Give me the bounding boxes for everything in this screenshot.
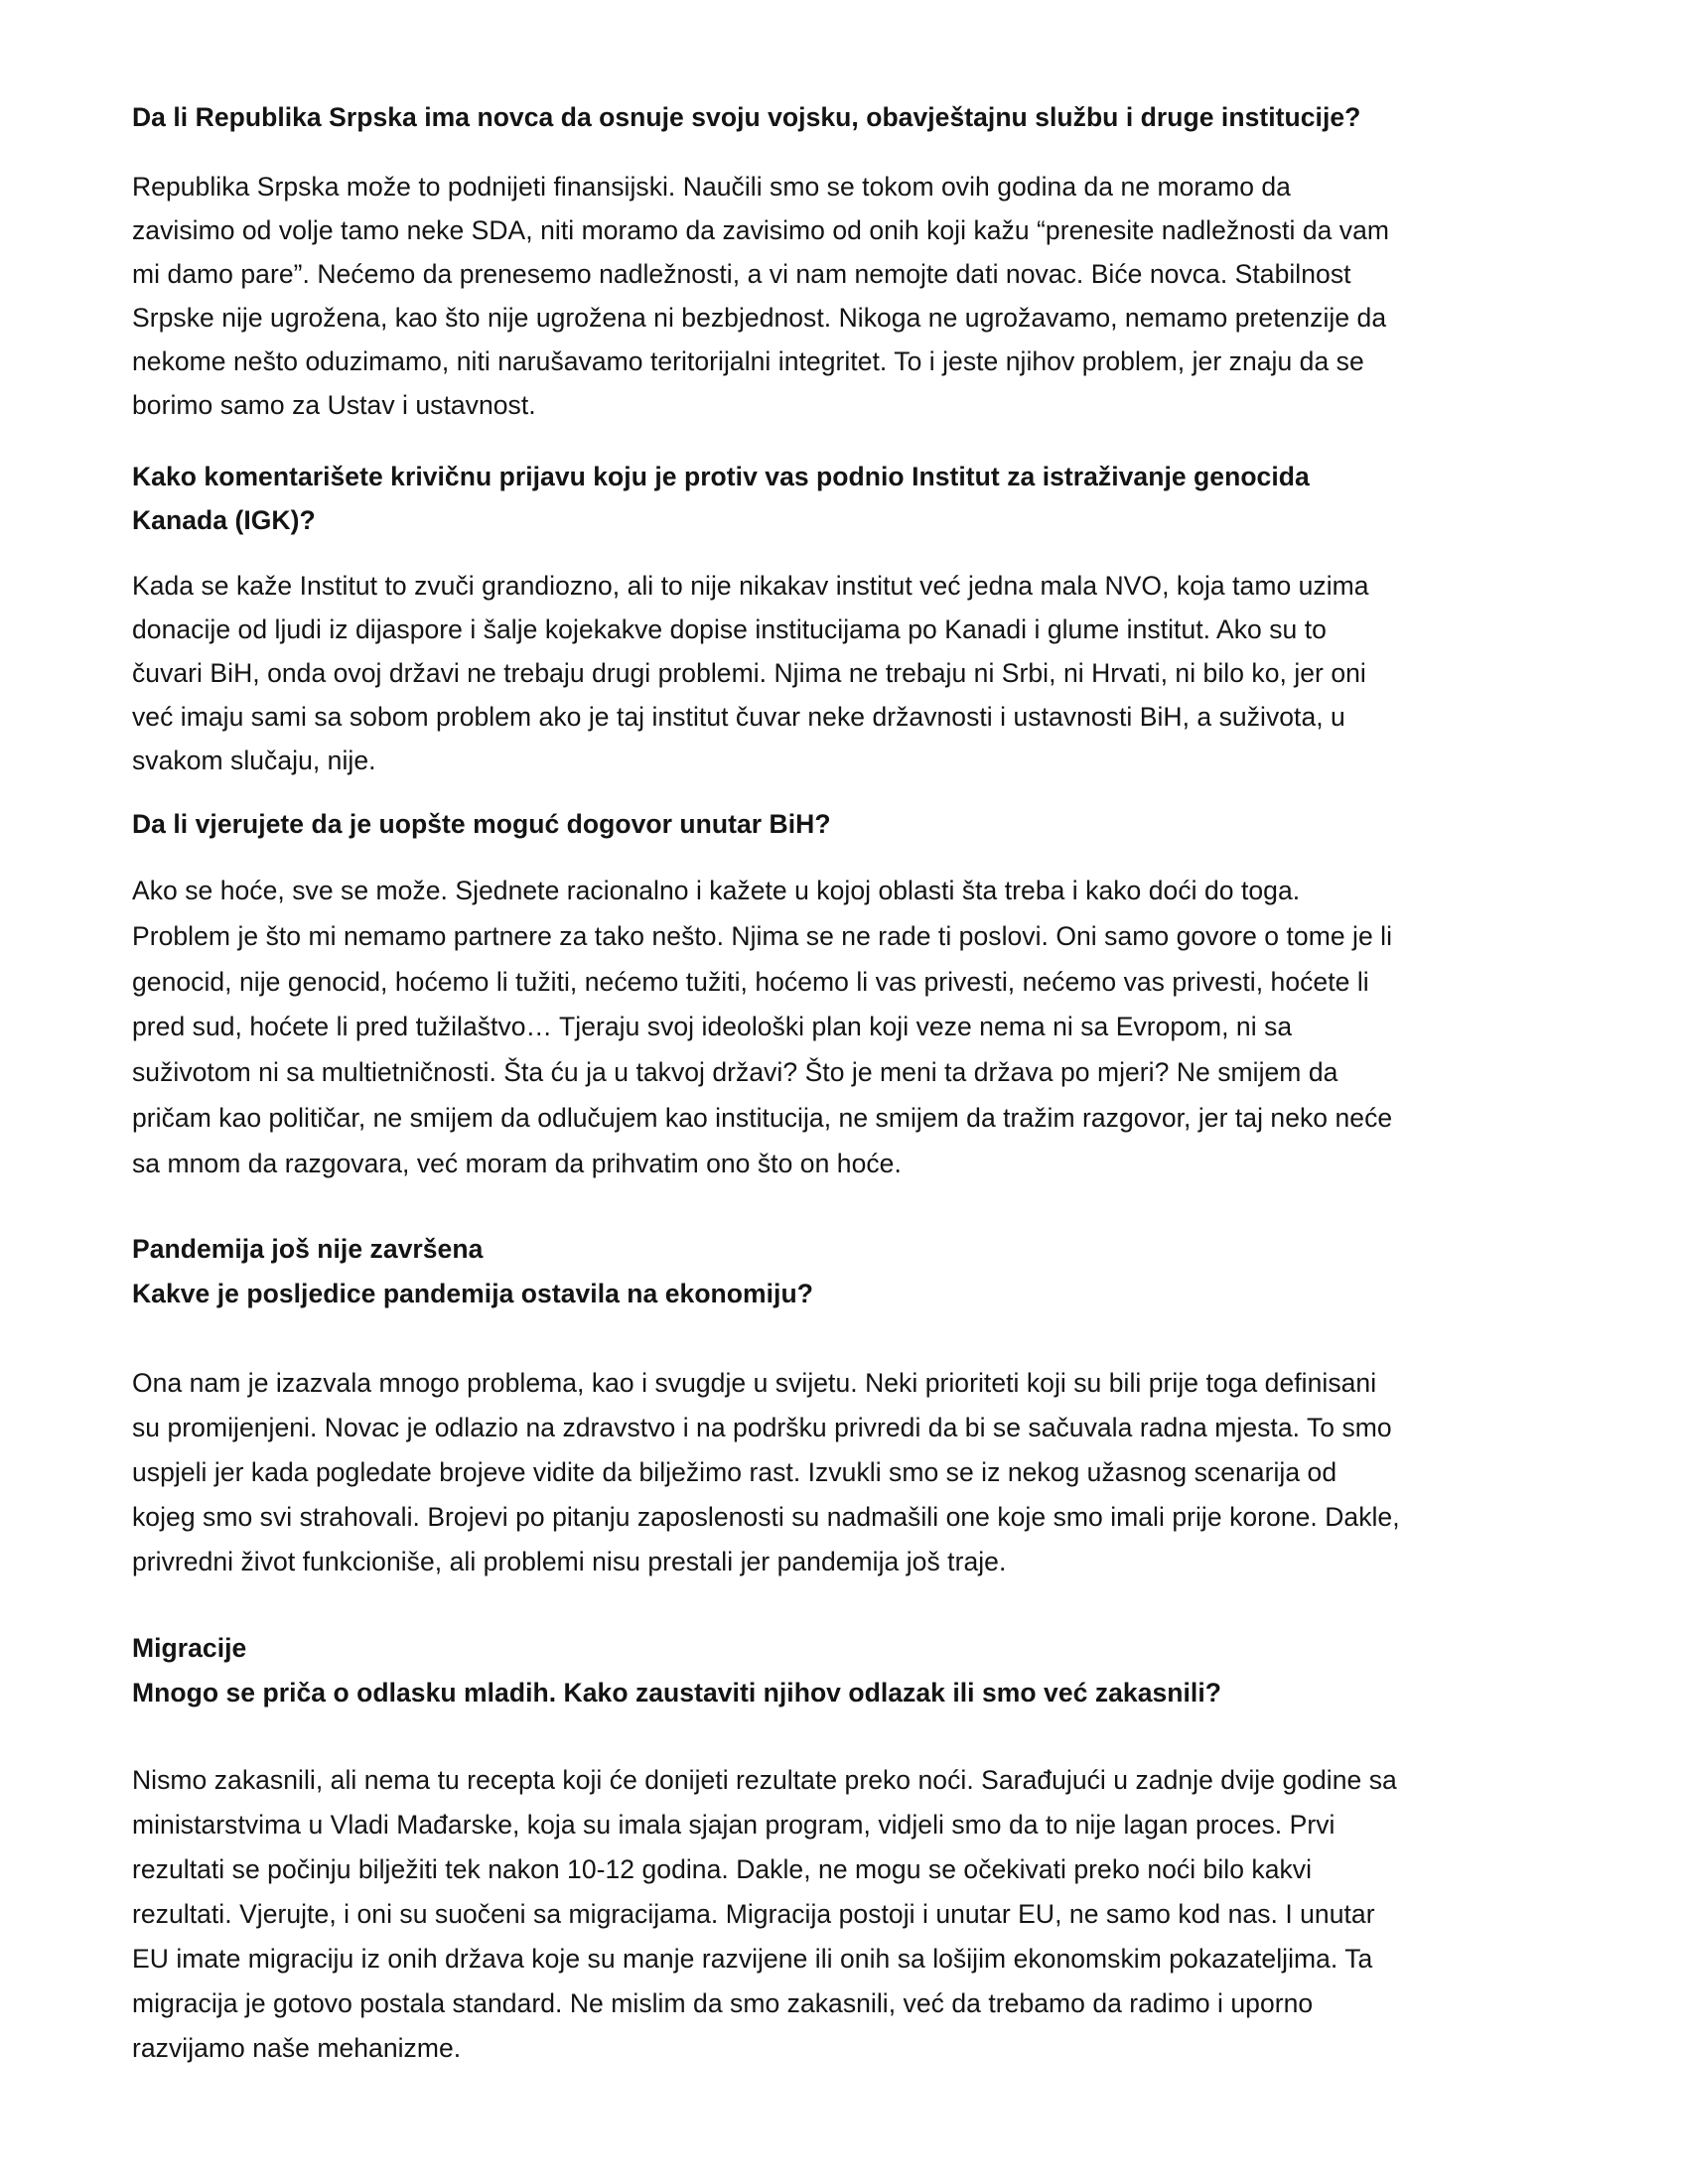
question-heading-2: [132, 455, 1602, 542]
paragraph-line: pričam kao političar, ne smijem da odlučujem kao institucija, ne smijem da tražim razgovor, jer taj neko neće: [132, 1102, 1393, 1133]
paragraph-line: kojeg smo svi strahovali. Brojevi po pitanju zaposlenosti su nadmašili one koje smo imali prije korone. Dakle,: [132, 1502, 1400, 1532]
paragraph-line: Ona nam je izazvala mnogo problema, kao i svugdje u svijetu. Neki prioriteti koji su bili prije toga definisani: [132, 1368, 1377, 1398]
paragraph-line: zavisimo od volje tamo neke SDA, niti moramo da zavisimo od onih koji kažu “prenesite nadležnosti da vam: [132, 215, 1390, 245]
paragraph-line: migracija je gotovo postala standard. Ne mislim da smo zakasnili, već da trebamo da radimo i uporno: [132, 1988, 1314, 2018]
heading-line: Da li Republika Srpska ima novca da osnuje svoju vojsku, obavještajnu službu i druge institucije?: [132, 102, 1361, 132]
question-heading-5: [132, 1671, 1602, 1714]
paragraph-line: donacije od ljudi iz dijaspore i šalje kojekakve dopise institucijama po Kanadi i glume institut. Ako su to: [132, 614, 1327, 644]
question-heading-4: [132, 1272, 1602, 1315]
paragraph-line: rezultati. Vjerujte, i oni su suočeni sa migracijama. Migracija postoji i unutar EU, ne samo kod nas. I unutar: [132, 1899, 1375, 1929]
section-subtitle-migration: [132, 1626, 1602, 1670]
answer-paragraph-1: [132, 165, 1602, 427]
paragraph-line: privredni život funkcioniše, ali problemi nisu prestali jer pandemija još traje.: [132, 1547, 1007, 1576]
paragraph-line: pred sud, hoćete li pred tužilaštvo… Tjeraju svoj ideološki plan koji veze nema ni sa Evropom, ni sa: [132, 1012, 1293, 1042]
paragraph-line: borimo samo za Ustav i ustavnost.: [132, 390, 536, 420]
answer-paragraph-5: [132, 1758, 1602, 2071]
answer-paragraph-2: [132, 564, 1602, 782]
question-heading-3: [132, 802, 1602, 846]
subtitle-line: Migracije: [132, 1633, 247, 1663]
question-heading-1: [132, 95, 1602, 139]
paragraph-line: Nismo zakasnili, ali nema tu recepta koji će donijeti rezultate preko noći. Sarađujući u zadnje dvije godine sa: [132, 1765, 1397, 1795]
heading-line: Da li vjerujete da je uopšte moguć dogovor unutar BiH?: [132, 809, 831, 839]
paragraph-line: mi damo pare”. Nećemo da prenesemo nadležnosti, a vi nam nemojte dati novac. Biće novca. Stabilnost: [132, 259, 1351, 289]
paragraph-line: Republika Srpska može to podnijeti finansijski. Naučili smo se tokom ovih godina da ne moramo da: [132, 172, 1291, 202]
paragraph-line: rezultati se počinju bilježiti tek nakon 10-12 godina. Dakle, ne mogu se očekivati preko noći bilo kakvi: [132, 1854, 1313, 1884]
paragraph-line: svakom slučaju, nije.: [132, 746, 376, 775]
paragraph-line: su promijenjeni. Novac je odlazio na zdravstvo i na podršku privredi da bi se sačuvala radna mjesta. To smo: [132, 1413, 1392, 1442]
paragraph-line: Ako se hoće, sve se može. Sjednete racionalno i kažete u kojoj oblasti šta treba i kako doći do toga.: [132, 876, 1301, 905]
paragraph-line: suživotom ni sa multietničnosti. Šta ću ja u takvoj državi? Što je meni ta država po mjeri? Ne smijem da: [132, 1057, 1338, 1088]
paragraph-line: već imaju sami sa sobom problem ako je taj institut čuvar neke državnosti i ustavnosti BiH, a suživota, u: [132, 702, 1345, 732]
paragraph-line: genocid, nije genocid, hoćemo li tužiti, nećemo tužiti, hoćemo li vas privesti, nećemo vas privesti, hoćete li: [132, 966, 1369, 997]
paragraph-line: razvijamo naše mehanizme.: [132, 2033, 462, 2063]
section-subtitle-pandemic: [132, 1227, 1602, 1271]
heading-line: Kanada (IGK)?: [132, 505, 316, 535]
paragraph-line: ministarstvima u Vladi Mađarske, koja su imala sjajan program, vidjeli smo da to nije lagan proces. Prvi: [132, 1810, 1336, 1840]
subtitle-line: Pandemija još nije završena: [132, 1234, 484, 1264]
paragraph-line: sa mnom da razgovara, već moram da prihvatim ono što on hoće.: [132, 1148, 902, 1178]
paragraph-line: čuvari BiH, onda ovoj državi ne trebaju drugi problemi. Njima ne trebaju ni Srbi, ni Hrvati, ni bilo ko, jer oni: [132, 658, 1366, 688]
heading-line: Mnogo se priča o odlasku mladih. Kako zaustaviti njihov odlazak ili smo već zakasnili?: [132, 1678, 1221, 1707]
paragraph-line: EU imate migraciju iz onih država koje su manje razvijene ili onih sa lošijim ekonomskim pokazateljima. Ta: [132, 1944, 1373, 1974]
answer-paragraph-4: [132, 1361, 1602, 1584]
paragraph-line: Srpske nije ugrožena, kao što nije ugrožena ni bezbjednost. Nikoga ne ugrožavamo, nemamo pretenzije da: [132, 303, 1387, 333]
paragraph-line: Problem je što mi nemamo partnere za tako nešto. Njima se ne rade ti poslovi. Oni samo govore o tome je li: [132, 920, 1393, 951]
heading-line: Kakve je posljedice pandemija ostavila na ekonomiju?: [132, 1279, 813, 1308]
paragraph-line: uspjeli jer kada pogledate brojeve vidite da bilježimo rast. Izvukli smo se iz nekog užasnog scenarija od: [132, 1457, 1337, 1487]
paragraph-line: Kada se kaže Institut to zvuči grandiozno, ali to nije nikakav institut već jedna mala NVO, koja tamo uzima: [132, 571, 1369, 601]
heading-line: Kako komentarišete krivičnu prijavu koju je protiv vas podnio Institut za istraživanje genocida: [132, 462, 1310, 491]
answer-paragraph-3: [132, 869, 1602, 1187]
paragraph-line: nekome nešto oduzimamo, niti narušavamo teritorijalni integritet. To i jeste njihov problem, jer znaju da se: [132, 346, 1364, 376]
